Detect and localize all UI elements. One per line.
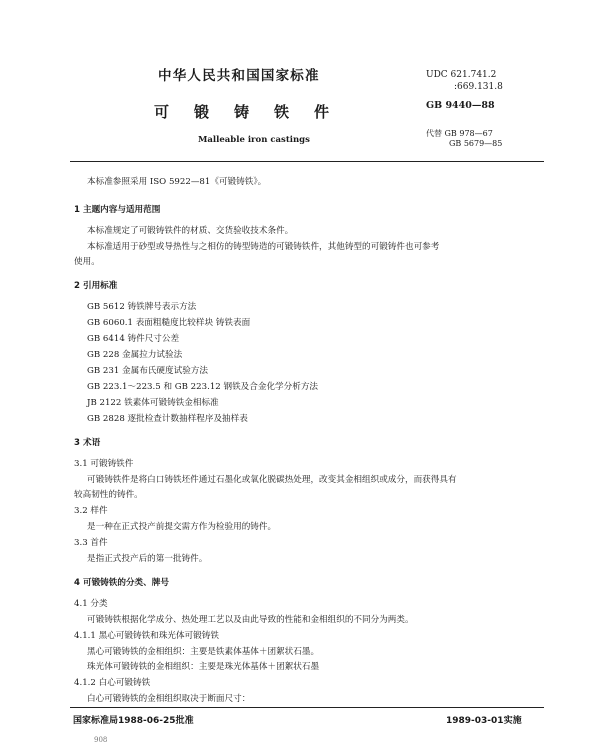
section-3-1-para-1: 可锻铸铁件是将白口铸铁坯件通过石墨化或氧化脱碳热处理，改变其金相组织或成分，而获得具有 (87, 475, 457, 485)
section-3-3-heading: 3.3 首件 (74, 538, 108, 548)
ref-item: GB 2828 逐批检查计数抽样程序及抽样表 (87, 414, 248, 424)
section-3-1-para-2: 较高韧性的铸件。 (74, 490, 143, 500)
udc-code-line1: UDC 621.741.2 (426, 70, 497, 80)
section-3-3-para: 是指正式投产后的第一批铸件。 (87, 554, 208, 564)
section-3-2-para: 是一种在正式投产前提交需方作为检验用的铸件。 (87, 522, 277, 532)
standard-org-title: 中华人民共和国国家标准 (158, 68, 320, 84)
replaces-line2: GB 5679—85 (449, 139, 503, 148)
section-4-1-para: 可锻铸铁根据化学成分、热处理工艺以及由此导致的性能和金相组织的不同分为两类。 (87, 615, 414, 625)
english-title: Malleable iron castings (198, 135, 310, 145)
udc-code-line2: :669.131.8 (454, 82, 503, 92)
ref-item: JB 2122 铁素体可锻铸铁金相标准 (87, 398, 219, 408)
section-4-1-1-heading: 4.1.1 黑心可锻铸铁和珠光体可锻铸铁 (74, 631, 219, 641)
section-4-1-1-para-2: 珠光体可锻铸铁的金相组织：主要是珠光体基体＋团絮状石墨 (87, 662, 320, 672)
section-2-title: 2 引用标准 (74, 281, 118, 291)
section-3-2-heading: 3.2 样件 (74, 506, 108, 516)
section-4-1-2-heading: 4.1.2 白心可锻铸铁 (74, 678, 151, 688)
approval-date: 国家标准局1988-06-25批准 (73, 716, 194, 726)
section-1-title: 1 主题内容与适用范围 (74, 205, 161, 215)
intro-text: 本标准参照采用 ISO 5922—81《可锻铸铁》。 (87, 177, 267, 187)
section-1-para-1: 本标准规定了可锻铸铁件的材质、交货验收技术条件。 (87, 226, 294, 236)
ref-item: GB 5612 铸铁牌号表示方法 (87, 302, 197, 312)
section-1-para-2b: 使用。 (74, 257, 100, 267)
section-4-1-2-para: 白心可锻铸铁的金相组织取决于断面尺寸： (87, 694, 251, 704)
section-3-1-heading: 3.1 可锻铸铁件 (74, 459, 134, 469)
implementation-date: 1989-03-01实施 (446, 716, 522, 726)
ref-item: GB 228 金属拉力试验法 (87, 350, 183, 360)
page-number: 908 (94, 736, 108, 744)
ref-item: GB 6060.1 表面粗糙度比较样块 铸铁表面 (87, 318, 251, 328)
footer-divider (70, 707, 544, 708)
ref-item: GB 6414 铸件尺寸公差 (87, 334, 180, 344)
section-4-1-heading: 4.1 分类 (74, 599, 108, 609)
replaces-line1: 代替 GB 978—67 (426, 129, 493, 138)
section-4-title: 4 可锻铸铁的分类、牌号 (74, 578, 169, 588)
gb-number: GB 9440—88 (426, 100, 495, 111)
section-3-title: 3 术语 (74, 438, 101, 448)
header-divider (70, 161, 544, 162)
ref-item: GB 223.1～223.5 和 GB 223.12 钢铁及合金化学分析方法 (87, 382, 319, 392)
standard-title: 可锻铸铁件 (154, 103, 355, 121)
section-4-1-1-para-1: 黑心可锻铸铁的金相组织：主要是铁素体基体＋团絮状石墨。 (87, 647, 320, 657)
section-1-para-2a: 本标准适用于砂型或导热性与之相仿的铸型铸造的可锻铸铁件，其他铸型的可锻铸件也可参考 (87, 242, 440, 252)
ref-item: GB 231 金属布氏硬度试验方法 (87, 366, 208, 376)
